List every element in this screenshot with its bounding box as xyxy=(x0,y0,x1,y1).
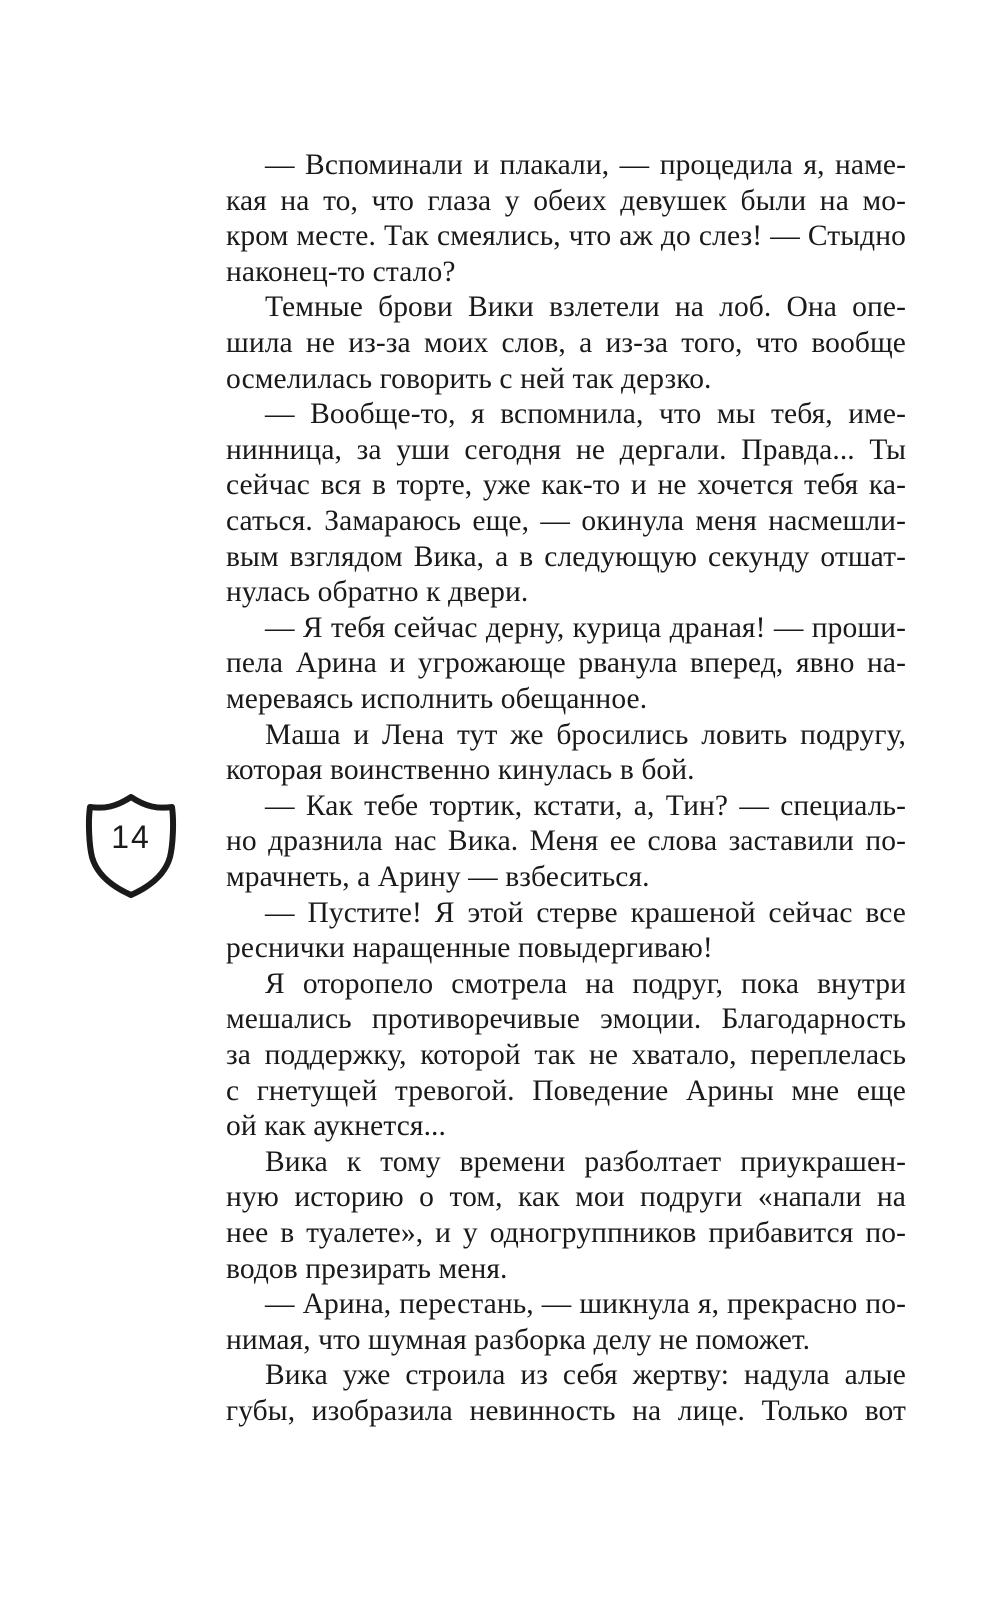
text-line: саться. Замараюсь еще, — окинула меня насмешли- xyxy=(226,505,906,537)
text-line: — Пустите! Я этой стерве крашеной сейчас все xyxy=(265,896,906,929)
text-line: нинница, за уши сегодня не дергали. Правда... Ты xyxy=(226,433,906,466)
text-line: сейчас вся в торте, уже как-то и не хочется тебя ка- xyxy=(226,469,906,502)
text-line: за поддержку, которой так не хватало, переплелась xyxy=(226,1039,906,1071)
text-line: но дразнила нас Вика. Меня ее слова заставили по- xyxy=(226,825,906,858)
text-line: реснички наращенные повыдергиваю! xyxy=(226,932,713,965)
text-line: ой как аукнется... xyxy=(226,1110,446,1143)
text-line: с гнетущей тревогой. Поведение Арины мне еще xyxy=(226,1074,906,1107)
text-line: мереваясь исполнить обещанное. xyxy=(226,683,648,715)
text-line: Вика уже строила из себя жертву: надула алые xyxy=(265,1359,906,1392)
text-line: которая воинственно кинулась в бой. xyxy=(226,754,695,787)
text-line: — Арина, перестань, — шикнула я, прекрасно по- xyxy=(265,1288,906,1321)
text-line: нулась обратно к двери. xyxy=(226,576,529,609)
text-line: Вика к тому времени разболтает приукрашен- xyxy=(265,1145,906,1178)
text-line: нимая, что шумная разборка делу не поможет. xyxy=(226,1323,811,1356)
text-line: наконец-то стало? xyxy=(226,255,456,288)
text-line: кром месте. Так смеялись, что аж до слез! — Стыдно xyxy=(226,220,906,253)
page-number-badge xyxy=(84,791,178,899)
text-line: Маша и Лена тут же бросились ловить подругу, xyxy=(265,718,906,751)
text-line: — Вспоминали и плакали, — процедила я, наме- xyxy=(265,149,906,181)
text-line: нее в туалете», и у одногруппников прибавится по- xyxy=(226,1217,906,1249)
text-line: кая на то, что глаза у обеих девушек были на мо- xyxy=(226,184,906,217)
text-line: шила не из-за моих слов, а из-за того, что вообще xyxy=(226,327,906,359)
page-number: 14 xyxy=(111,819,151,855)
text-line: Я оторопело смотрела на подруг, пока внутри xyxy=(265,967,906,1000)
text-line: мрачнеть, а Арину — взбеситься. xyxy=(226,861,650,893)
text-line: осмелилась говорить с ней так дерзко. xyxy=(226,362,712,395)
text-line: губы, изобразила невинность на лице. Только вот xyxy=(226,1395,906,1427)
text-line: мешались противоречивые эмоции. Благодарность xyxy=(226,1003,906,1036)
text-line: водов презирать меня. xyxy=(226,1252,508,1285)
text-line: — Вообще-то, я вспомнила, что мы тебя, име- xyxy=(265,398,906,431)
text-line: пела Арина и угрожающе рванула вперед, явно на- xyxy=(226,647,906,680)
text-line: Темные брови Вики взлетели на лоб. Она опе- xyxy=(265,291,906,324)
text-line: — Я тебя сейчас дерну, курица драная! — проши- xyxy=(265,611,906,644)
text-line: вым взглядом Вика, а в следующую секунду отшат- xyxy=(226,540,906,573)
text-line: ную историю о том, как мои подруги «напали на xyxy=(226,1181,906,1214)
text-line: — Как тебе тортик, кстати, а, Тин? — специаль- xyxy=(265,789,906,822)
